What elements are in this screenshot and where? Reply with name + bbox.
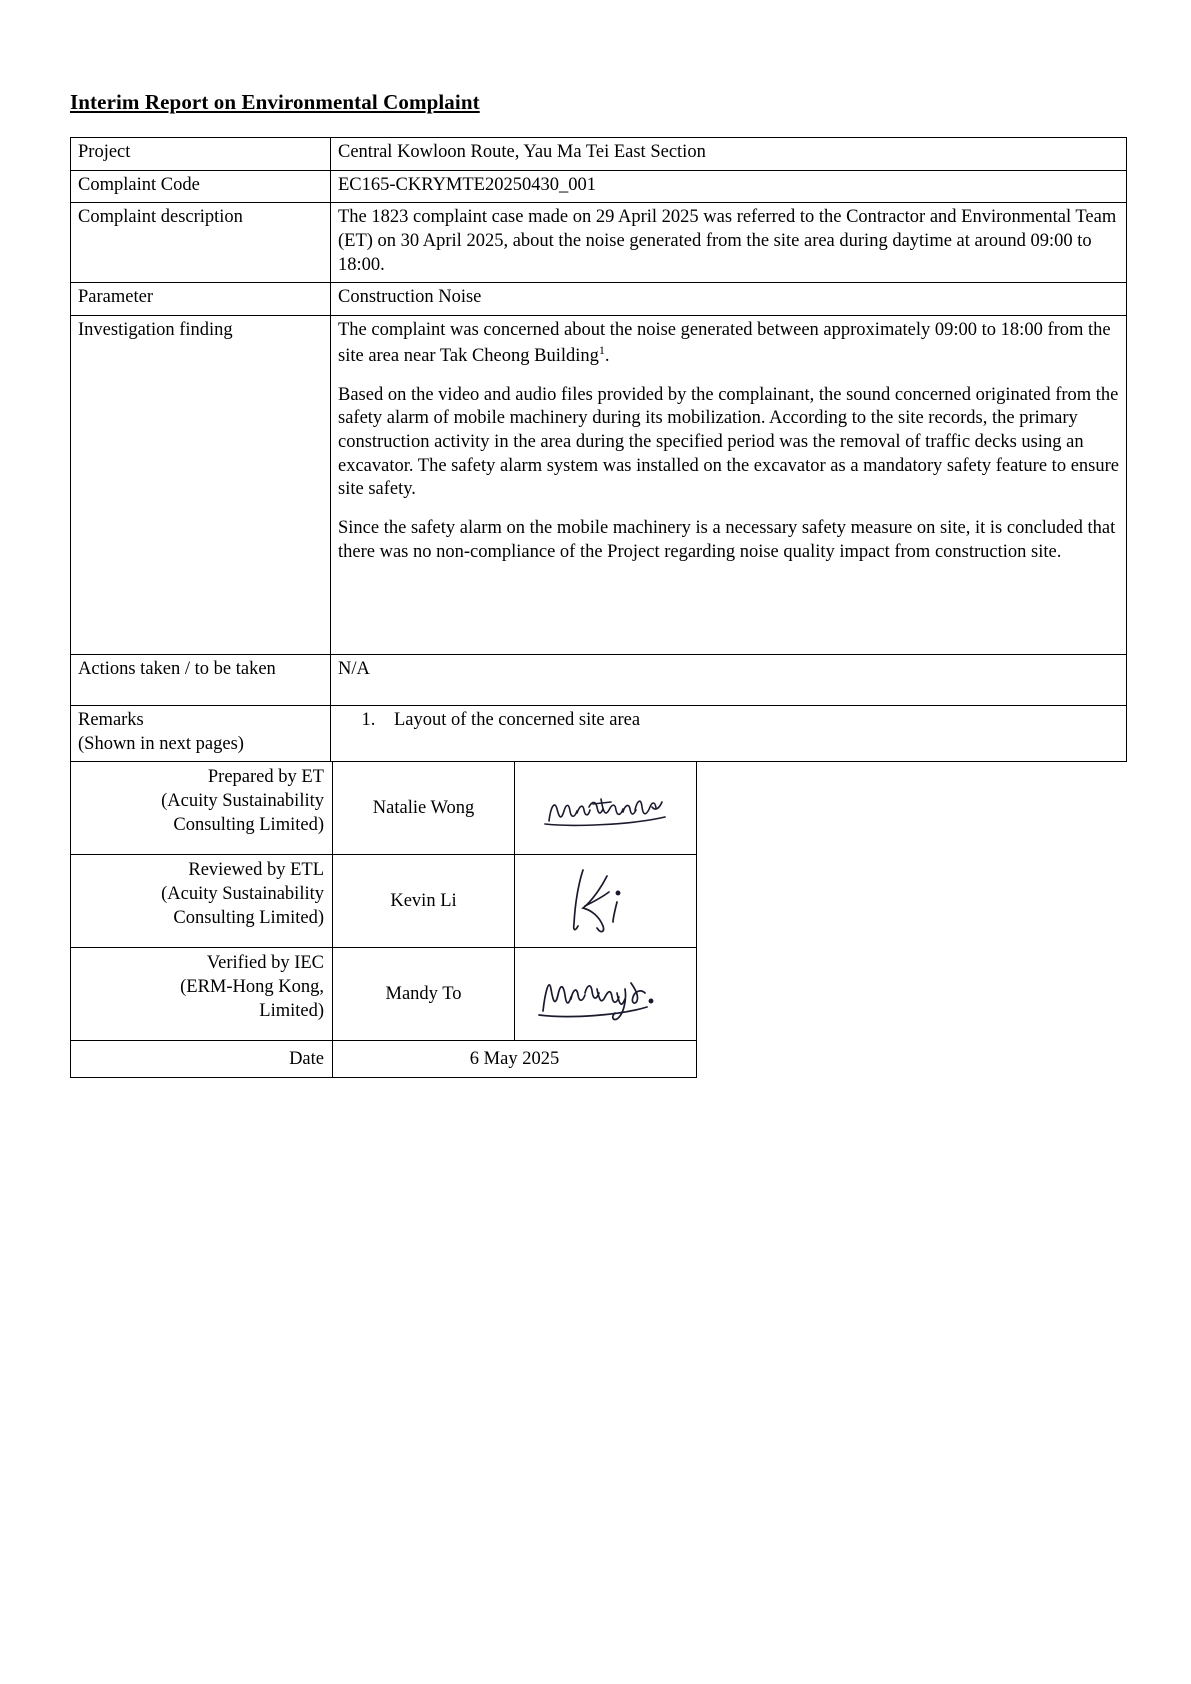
signature-name-prepared-by-et: Natalie Wong <box>333 762 515 855</box>
signature-table <box>70 761 697 1078</box>
row-value-remarks <box>331 706 1127 762</box>
investigation-paragraph-3: Since the safety alarm on the mobile machinery is a necessary safety measure on site, it is concluded that there was no non-compliance of the Project regarding noise quality impact from construction site. <box>338 517 1116 562</box>
row-value-parameter: Construction Noise <box>331 283 1127 316</box>
signature-date-value: 6 May 2025 <box>333 1041 697 1078</box>
role-line-3: Consulting Limited) <box>173 907 324 928</box>
table-row <box>71 762 697 855</box>
row-label-project: Project <box>71 138 331 171</box>
remarks-label-line-2: (Shown in next pages) <box>78 733 244 754</box>
signature-role-prepared-by-et <box>71 762 333 855</box>
row-label-parameter: Parameter <box>71 283 331 316</box>
natalie-wong-signature-icon <box>531 777 681 839</box>
row-value-complaint-code: EC165-CKRYMTE20250430_001 <box>331 170 1127 203</box>
row-label-remarks <box>71 706 331 762</box>
complaint-details-table <box>70 137 1127 762</box>
role-line-2: (Acuity Sustainability <box>161 884 324 905</box>
signature-name-verified-by-iec: Mandy To <box>333 948 515 1041</box>
role-line-2: (ERM-Hong Kong, <box>180 977 324 998</box>
kevin-li-signature-icon <box>531 862 681 940</box>
table-row <box>71 170 1127 203</box>
signature-role-reviewed-by-etl <box>71 855 333 948</box>
table-row <box>71 855 697 948</box>
role-line-3: Consulting Limited) <box>173 814 324 835</box>
table-row <box>71 283 1127 316</box>
table-row <box>71 948 697 1041</box>
row-label-complaint-code: Complaint Code <box>71 170 331 203</box>
row-label-complaint-description: Complaint description <box>71 203 331 283</box>
table-row <box>71 706 1127 762</box>
signature-date-label: Date <box>71 1041 333 1078</box>
list-item: 1. Layout of the concerned site area <box>380 709 1119 733</box>
signature-mark-verified-by-iec <box>515 948 697 1041</box>
role-line-3: Limited) <box>259 1000 324 1021</box>
signature-mark-reviewed-by-etl <box>515 855 697 948</box>
role-line-1: Reviewed by ETL <box>188 860 324 881</box>
row-label-investigation-finding: Investigation finding <box>71 316 331 655</box>
row-label-actions-taken: Actions taken / to be taken <box>71 655 331 706</box>
table-row <box>71 316 1127 655</box>
investigation-paragraph-2: Based on the video and audio files provided by the complainant, the sound concerned originated from the safety alarm of mobile machinery during its mobilization. According to the site records, the primary construction activity in the area during the specified period was the removal of traffic decks using an excavator. The safety alarm system was installed on the excavator as a mandatory safety feature to ensure site safety. <box>338 384 1119 500</box>
row-value-complaint-description: The 1823 complaint case made on 29 April 2025 was referred to the Contractor and Environmental Team (ET) on 30 April 2025, about the noise generated from the site area during daytime at around 09:00 to 18:00. <box>331 203 1127 283</box>
investigation-paragraph-1-end: . <box>604 345 610 366</box>
remarks-label-line-1: Remarks <box>78 710 144 731</box>
role-line-1: Verified by IEC <box>206 953 324 974</box>
investigation-paragraph-1-text: The complaint was concerned about the noise generated between approximately 09:00 to 18:00 from the site area near Tak Cheong Building <box>338 320 1111 366</box>
row-value-investigation-finding <box>331 316 1127 655</box>
table-row <box>71 138 1127 171</box>
role-line-2: (Acuity Sustainability <box>161 791 324 812</box>
signature-role-verified-by-iec <box>71 948 333 1041</box>
role-line-1: Prepared by ET <box>207 767 324 788</box>
page-title: Interim Report on Environmental Complaint <box>70 90 480 114</box>
table-row <box>71 1041 697 1078</box>
signature-name-reviewed-by-etl: Kevin Li <box>333 855 515 948</box>
remarks-list <box>338 709 1119 733</box>
mandy-to-signature-icon <box>531 959 681 1029</box>
table-row <box>71 655 1127 706</box>
investigation-paragraph-1 <box>338 319 1119 369</box>
footnote-marker: 1 <box>598 342 605 357</box>
row-value-actions-taken: N/A <box>331 655 1127 706</box>
table-row <box>71 203 1127 283</box>
signature-mark-prepared-by-et <box>515 762 697 855</box>
row-value-project: Central Kowloon Route, Yau Ma Tei East Section <box>331 138 1127 171</box>
